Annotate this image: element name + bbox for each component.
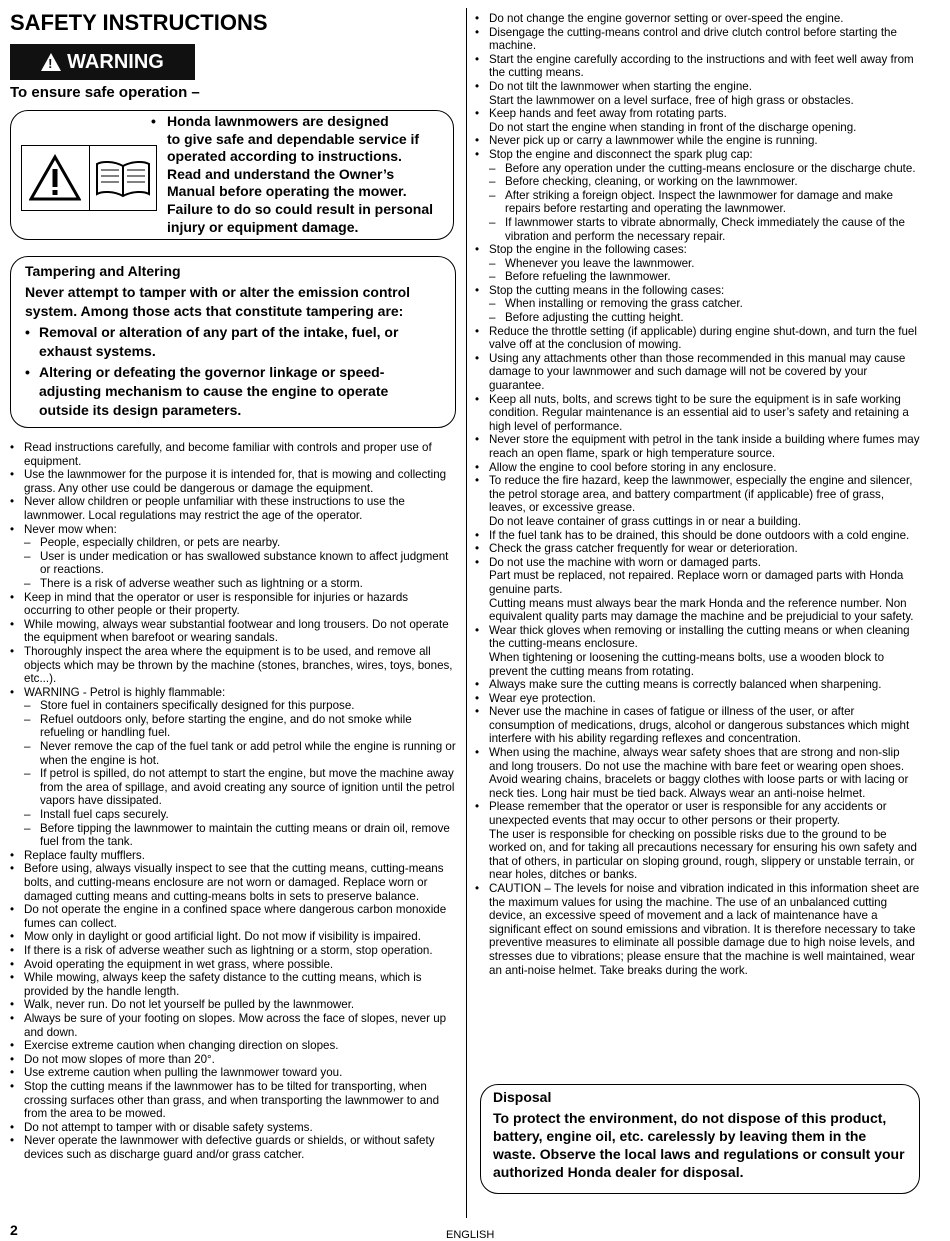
list-item: • When using the machine, always wear safety shoes that are strong and non-slip and long trousers. Do not use the machine with bare feet or wearing open shoes. Avoid wearing chains, bracelets or baggy clothes with loose parts or with lacing or neck ties. Long hair must be tied back. Always wear an anti-noise helmet.: [475, 746, 921, 800]
list-subitem: – User is under medication or has swallowed substance known to affect judgment or reactions.: [10, 550, 456, 577]
list-item: • To reduce the fire hazard, keep the lawnmower, especially the engine and silencer, the petrol storage area, and battery compartment (if applicable) free of grass, leaves, or excessive grease.: [475, 474, 921, 515]
bullet: •: [151, 113, 156, 129]
list-item: • Always make sure the cutting means is correctly balanced when sharpening.: [475, 678, 921, 692]
list-item: • Do not use the machine with worn or damaged parts.: [475, 556, 921, 570]
list-subitem: – Never remove the cap of the fuel tank or add petrol while the engine is running or when the engine is hot.: [10, 740, 456, 767]
list-subitem: – When installing or removing the grass catcher.: [475, 297, 921, 311]
list-item: • Do not mow slopes of more than 20°.: [10, 1053, 456, 1067]
disposal-title: Disposal: [493, 1089, 552, 1105]
column-divider: [466, 8, 467, 1218]
list-subitem: – People, especially children, or pets are nearby.: [10, 536, 456, 550]
list-item: • Wear thick gloves when removing or installing the cutting means or when cleaning the cutting-means enclosure.: [475, 624, 921, 651]
list-item: • CAUTION – The levels for noise and vibration indicated in this information sheet are the maximum values for using the machine. The use of an unbalanced cutting device, an excessive speed of movement and a lack of maintenance have a significant effect on sound emissions and vibration. It is therefore necessary to take preventive measures to eliminate all possible damage due to high noise levels, and stresses due to vibrations; please ensure that the machine is well maintained, wear an anti-noise helmet. Take breaks during the work.: [475, 882, 921, 977]
manual-book-icon: [90, 146, 157, 210]
list-continuation: Start the lawnmower on a level surface, free of high grass or obstacles.: [489, 93, 854, 107]
tampering-lead: Never attempt to tamper with or alter the emission control system. Among those acts that constitute tampering are:: [25, 284, 411, 319]
text-line: Failure to do so could result in personal: [167, 200, 434, 217]
list-item: • If the fuel tank has to be drained, this should be done outdoors with a cold engine.: [475, 529, 921, 543]
list-item: • Allow the engine to cool before storing in any enclosure.: [475, 461, 921, 475]
list-continuation: Part must be replaced, not repaired. Replace worn or damaged parts with Honda genuine parts.: [489, 569, 904, 596]
ensure-heading: To ensure safe operation –: [10, 84, 200, 101]
tampering-item: • Altering or defeating the governor linkage or speed-adjusting mechanism to cause the engine to operate outside its design parameters.: [25, 363, 441, 420]
warning-triangle-icon: [22, 146, 90, 210]
text-line: Honda lawnmowers are designed: [167, 113, 389, 129]
text-line: operated according to instructions.: [167, 148, 402, 165]
tampering-title: Tampering and Altering: [25, 263, 181, 279]
list-item: • Never store the equipment with petrol in the tank inside a building where fumes may reach an open flame, spark or high temperature source.: [475, 433, 921, 460]
list-subitem: – Before tipping the lawnmower to maintain the cutting means or drain oil, remove fuel from the tank.: [10, 822, 456, 849]
text-line: Read and understand the Owner’s: [167, 165, 395, 182]
list-item: • Keep in mind that the operator or user is responsible for injuries or hazards occurring to other people or their property.: [10, 591, 456, 618]
list-item: • Exercise extreme caution when changing direction on slopes.: [10, 1039, 456, 1053]
list-item: • Use extreme caution when pulling the lawnmower toward you.: [10, 1066, 456, 1080]
list-item: • Using any attachments other than those recommended in this manual may cause damage to your lawnmower and such damage will not be covered by your guarantee.: [475, 352, 921, 393]
list-continuation: Do not leave container of grass cuttings in or near a building.: [489, 514, 801, 528]
list-item: • Stop the cutting means if the lawnmower has to be tilted for transporting, when crossing surfaces other than grass, and when transporting the lawnmower to and from the area to be mowed.: [10, 1080, 456, 1121]
list-item: • Never mow when:: [10, 523, 456, 537]
list-subitem: – Store fuel in containers specifically designed for this purpose.: [10, 699, 456, 713]
list-item: • While mowing, always wear substantial footwear and long trousers. Do not operate the equipment when barefoot or wearing sandals.: [10, 618, 456, 645]
list-item: • Walk, never run. Do not let yourself be pulled by the lawnmower.: [10, 998, 456, 1012]
list-subitem: – If petrol is spilled, do not attempt to start the engine, but move the machine away from the area of spillage, and avoid creating any source of ignition until the petrol vapors have dissipated.: [10, 767, 456, 808]
page-number: 2: [10, 1222, 18, 1238]
page-title: SAFETY INSTRUCTIONS: [10, 10, 268, 35]
list-subitem: – Before adjusting the cutting height.: [475, 311, 921, 325]
text-line: Manual before operating the mower.: [167, 183, 407, 200]
list-item: • Do not tilt the lawnmower when starting the engine.: [475, 80, 921, 94]
list-continuation: The user is responsible for checking on possible risks due to the ground to be worked on, and for taking all precautions necessary for ensuring his own safety and that of others, in particular on sloping ground, rough, slippery or unstable terrain, or near holes, ditches or banks.: [489, 827, 917, 882]
safety-icons: [21, 145, 157, 211]
tampering-item: • Removal or alteration of any part of the intake, fuel, or exhaust systems.: [25, 323, 441, 361]
text-line: injury or equipment damage.: [167, 218, 359, 235]
list-item: • While mowing, always keep the safety distance to the cutting means, which is provided by the handle length.: [10, 971, 456, 998]
list-item: • Always be sure of your footing on slopes. Mow across the face of slopes, never up and down.: [10, 1012, 456, 1039]
list-item: • Please remember that the operator or user is responsible for any accidents or unexpected events that may occur to other persons or their property.: [475, 800, 921, 827]
list-subitem: – Refuel outdoors only, before starting the engine, and do not smoke while refueling or handling fuel.: [10, 713, 456, 740]
list-item: • Do not change the engine governor setting or over-speed the engine.: [475, 12, 921, 26]
text-line: to give safe and dependable service if: [167, 130, 420, 147]
list-subitem: – There is a risk of adverse weather such as lightning or a storm.: [10, 577, 456, 591]
list-item: • Replace faulty mufflers.: [10, 849, 456, 863]
language-label: ENGLISH: [446, 1229, 495, 1241]
list-item: • Stop the engine and disconnect the spark plug cap:: [475, 148, 921, 162]
list-subitem: – Before checking, cleaning, or working on the lawnmower.: [475, 175, 921, 189]
list-item: • Never use the machine in cases of fatigue or illness of the user, or after consumption of medications, drugs, alcohol or dangerous substances which might interfere with his ability regarding reflexes and concentration.: [475, 705, 921, 746]
list-item: • Never allow children or people unfamiliar with these instructions to use the lawnmower. Local regulations may restrict the age of the operator.: [10, 495, 456, 522]
list-item: • Start the engine carefully according to the instructions and with feet well away from the cutting means.: [475, 53, 921, 80]
list-item: • Avoid operating the equipment in wet grass, where possible.: [10, 958, 456, 972]
list-item: • Use the lawnmower for the purpose it is intended for, that is mowing and collecting grass. Any other use could be dangerous or damage the equipment.: [10, 468, 456, 495]
list-item: • Disengage the cutting-means control and drive clutch control before starting the machine.: [475, 26, 921, 53]
right-safety-list: [475, 12, 921, 977]
list-item: • Mow only in daylight or good artificial light. Do not mow if visibility is impaired.: [10, 930, 456, 944]
list-subitem: – Before refueling the lawnmower.: [475, 270, 921, 284]
list-item: • Do not attempt to tamper with or disable safety systems.: [10, 1121, 456, 1135]
disposal-box: [480, 1084, 920, 1194]
list-item: • Check the grass catcher frequently for wear or deterioration.: [475, 542, 921, 556]
list-subitem: – After striking a foreign object. Inspect the lawnmower for damage and make repairs before restarting and operating the lawnmower.: [475, 189, 921, 216]
owner-manual-text: [151, 113, 451, 236]
list-subitem: – Before any operation under the cutting-means enclosure or the discharge chute.: [475, 162, 921, 176]
warning-banner: [10, 44, 195, 80]
list-item: • Never pick up or carry a lawnmower while the engine is running.: [475, 134, 921, 148]
list-continuation: Do not start the engine when standing in front of the discharge opening.: [489, 120, 857, 134]
warning-triangle-icon: !: [41, 53, 61, 71]
warning-label: WARNING: [67, 50, 164, 73]
disposal-text: To protect the environment, do not dispose of this product, battery, engine oil, etc. carelessly by leaving them in the waste. Observe the local laws and regulations or consult your authorized Honda dealer for disposal.: [493, 1110, 905, 1180]
list-item: • If there is a risk of adverse weather such as lightning or a storm, stop operation.: [10, 944, 456, 958]
list-item: • Reduce the throttle setting (if applicable) during engine shut-down, and turn the fuel valve off at the conclusion of mowing.: [475, 325, 921, 352]
list-item: • Keep all nuts, bolts, and screws tight to be sure the equipment is in safe working condition. Regular maintenance is an essential aid to user’s safety and retaining a high level of performance.: [475, 393, 921, 434]
list-item: • Stop the cutting means in the following cases:: [475, 284, 921, 298]
list-item: • WARNING - Petrol is highly flammable:: [10, 686, 456, 700]
left-safety-list: [10, 441, 456, 1161]
list-item: • Before using, always visually inspect to see that the cutting means, cutting-means bolts, and cutting-means enclosure are not worn or damaged. Replace worn or damaged cutting means and cutting-means bolts in sets to preserve balance.: [10, 862, 456, 903]
list-item: • Thoroughly inspect the area where the equipment is to be used, and remove all objects which may be thrown by the machine (stones, branches, wires, toys, bones, etc...).: [10, 645, 456, 686]
list-continuation: When tightening or loosening the cutting-means bolts, use a wooden block to prevent the cutting means from rotating.: [489, 650, 885, 678]
list-subitem: – If lawnmower starts to vibrate abnormally, Check immediately the cause of the vibration and perform the necessary repair.: [475, 216, 921, 243]
tampering-list: [25, 323, 441, 420]
list-item: • Read instructions carefully, and become familiar with controls and proper use of equipment.: [10, 441, 456, 468]
list-item: • Stop the engine in the following cases:: [475, 243, 921, 257]
tampering-box: [10, 256, 456, 428]
list-continuation: Cutting means must always bear the mark Honda and the reference number. Non equivalent quality parts may damage the machine and be prejudicial to your safety.: [489, 596, 914, 624]
list-item: • Never operate the lawnmower with defective guards or shields, or without safety devices such as discharge guard and/or grass catcher.: [10, 1134, 456, 1161]
list-item: • Keep hands and feet away from rotating parts.: [475, 107, 921, 121]
owner-manual-box: [10, 110, 454, 240]
list-item: • Wear eye protection.: [475, 692, 921, 706]
list-subitem: – Install fuel caps securely.: [10, 808, 456, 822]
list-item: • Do not operate the engine in a confined space where dangerous carbon monoxide fumes can collect.: [10, 903, 456, 930]
list-subitem: – Whenever you leave the lawnmower.: [475, 257, 921, 271]
